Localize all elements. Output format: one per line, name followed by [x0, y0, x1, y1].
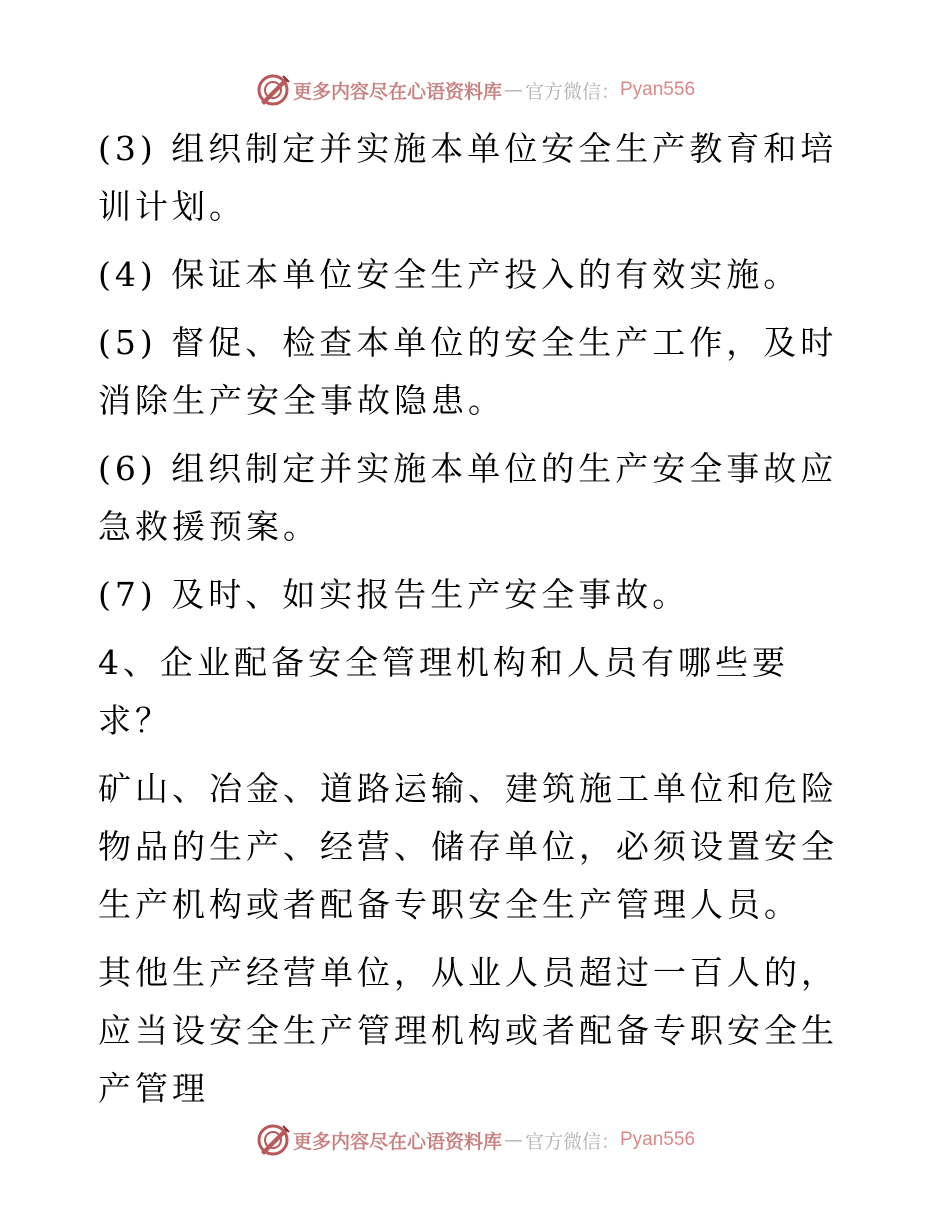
pen-logo-icon	[255, 1122, 291, 1158]
header-separator: —	[503, 79, 523, 101]
question-heading: 4、企业配备安全管理机构和人员有哪些要求？	[98, 643, 789, 740]
footer-banner	[0, 1120, 950, 1160]
paragraph-item-6: (6) 组织制定并实施本单位的生产安全事故应急救援预案。	[98, 449, 838, 546]
header-site-text: 更多内容尽在心语资料库	[292, 80, 502, 103]
header-banner	[0, 70, 950, 110]
header-wechat-label: 官方微信：	[524, 80, 620, 103]
pen-logo-icon	[255, 72, 291, 108]
footer-wechat-id: Pyan556	[620, 1129, 696, 1150]
footer-site-text: 更多内容尽在心语资料库	[292, 1130, 502, 1153]
answer-paragraph-2: 其他生产经营单位，从业人员超过一百人的，应当设安全生产管理机构或者配备专职安全生产管理	[98, 953, 838, 1108]
document-body	[98, 120, 853, 1128]
paragraph-item-4: (4) 保证本单位安全生产投入的有效实施。	[98, 255, 801, 294]
answer-paragraph-1: 矿山、冶金、道路运输、建筑施工单位和危险物品的生产、经营、储存单位，必须设置安全生产机构或者配备专职安全生产管理人员。	[98, 769, 838, 924]
paragraph-item-7: (7) 及时、如实报告生产安全事故。	[98, 575, 690, 614]
footer-wechat-label: 官方微信：	[524, 1130, 620, 1153]
header-wechat-id: Pyan556	[620, 79, 696, 100]
paragraph-item-3: (3) 组织制定并实施本单位安全生产教育和培训计划。	[98, 129, 838, 226]
footer-separator: —	[503, 1129, 523, 1151]
paragraph-item-5: (5) 督促、检查本单位的安全生产工作，及时消除生产安全事故隐患。	[98, 323, 838, 420]
